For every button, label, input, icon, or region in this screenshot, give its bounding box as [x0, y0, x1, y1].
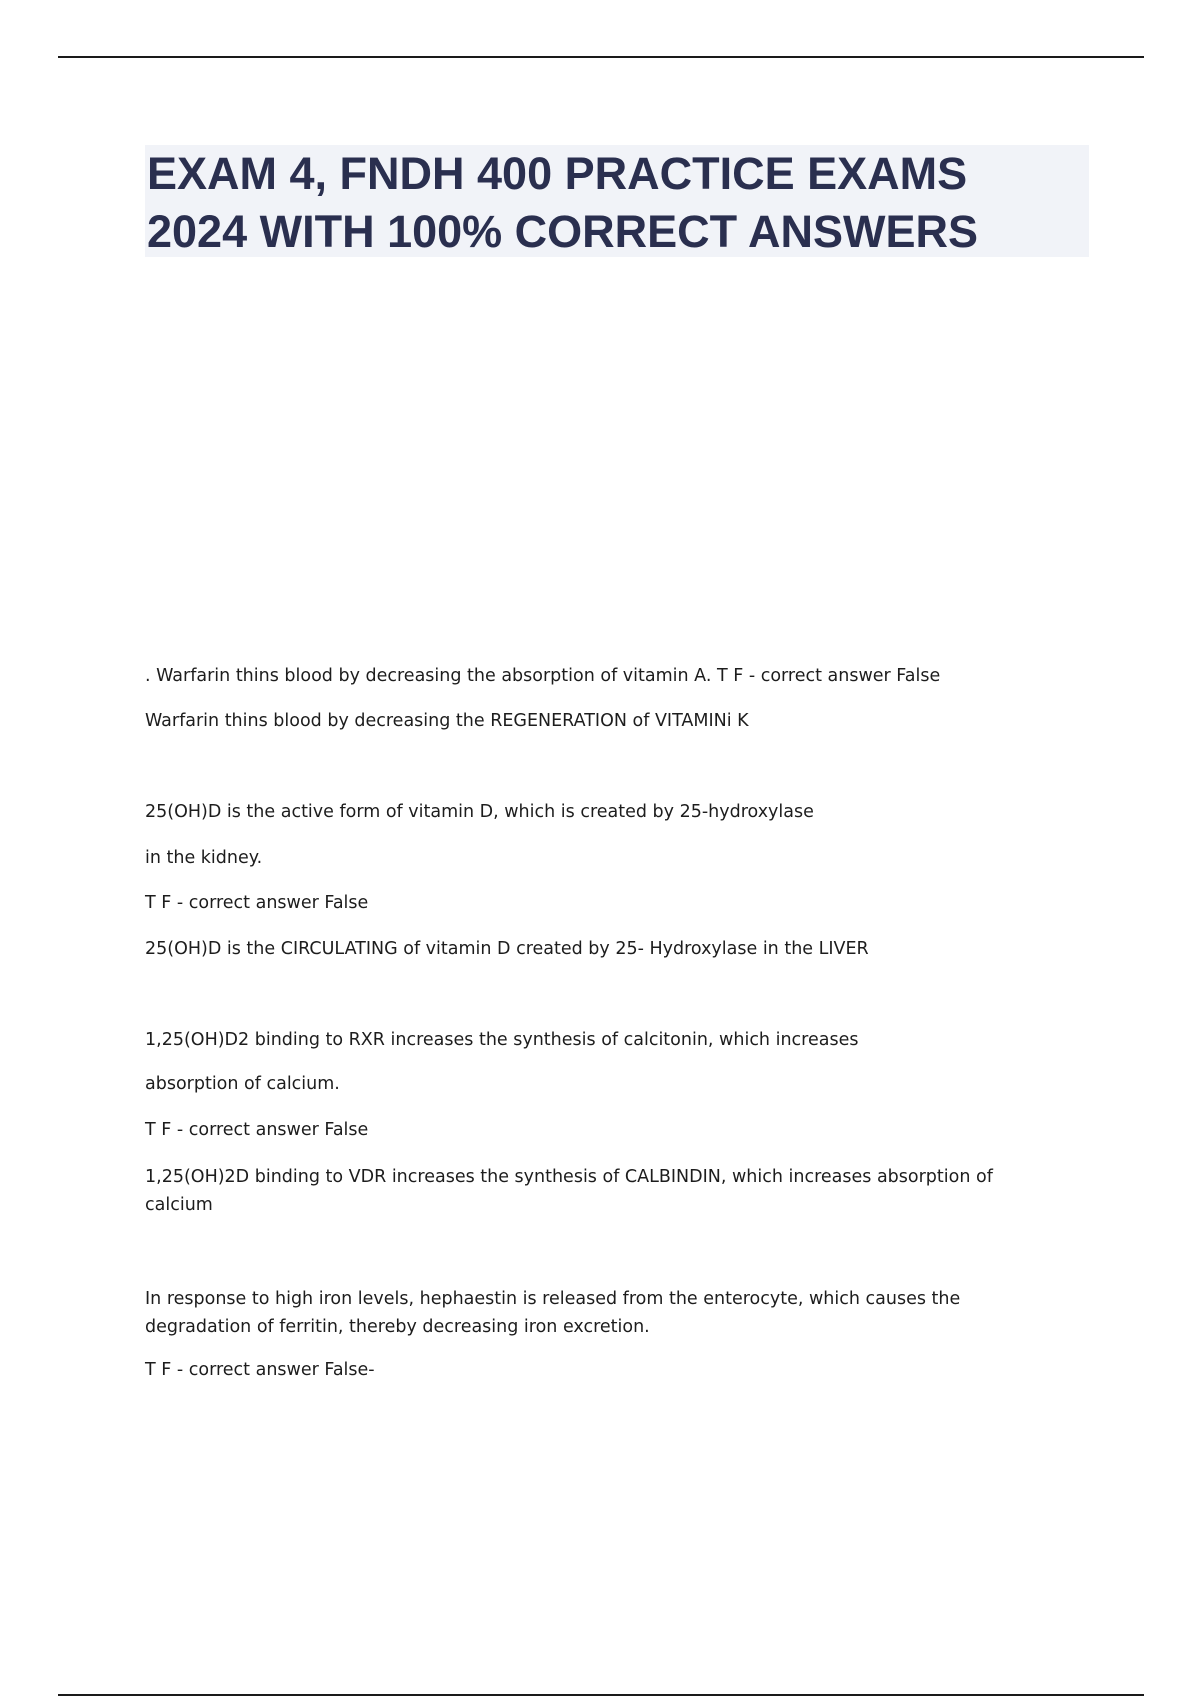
title-line-2: 2024 WITH 100% CORRECT ANSWERS [147, 206, 979, 257]
document-title [147, 145, 1089, 261]
question-3-explanation: 1,25(OH)2D binding to VDR increases the synthesis of CALBINDIN, which increases absorption of calcium [145, 1167, 993, 1215]
question-3-text-line-2: absorption of calcium. [145, 1074, 340, 1094]
question-3-text-line-1: 1,25(OH)D2 binding to RXR increases the synthesis of calcitonin, which increases [145, 1030, 859, 1050]
question-2-text-line-1: 25(OH)D is the active form of vitamin D, which is created by 25-hydroxylase [145, 802, 814, 822]
question-4-answer: T F - correct answer False- [145, 1360, 375, 1380]
question-2-text-line-2: in the kidney. [145, 848, 263, 868]
question-1-explanation: Warfarin thins blood by decreasing the REGENERATION of VITAMINi K [145, 711, 749, 731]
question-4-text: In response to high iron levels, hephaestin is released from the enterocyte, which causes the degradation of ferritin, thereby decreasing iron excretion. [145, 1289, 961, 1337]
top-rule [58, 56, 1144, 58]
bottom-rule [58, 1694, 1144, 1696]
question-2-answer: T F - correct answer False [145, 893, 369, 913]
question-2-explanation: 25(OH)D is the CIRCULATING of vitamin D created by 25- Hydroxylase in the LIVER [145, 939, 869, 959]
title-line-1: EXAM 4, FNDH 400 PRACTICE EXAMS [147, 148, 968, 199]
question-3-answer: T F - correct answer False [145, 1120, 369, 1140]
question-1-text: . Warfarin thins blood by decreasing the absorption of vitamin A. T F - correct answer False [145, 666, 941, 686]
title-block [145, 145, 1089, 257]
